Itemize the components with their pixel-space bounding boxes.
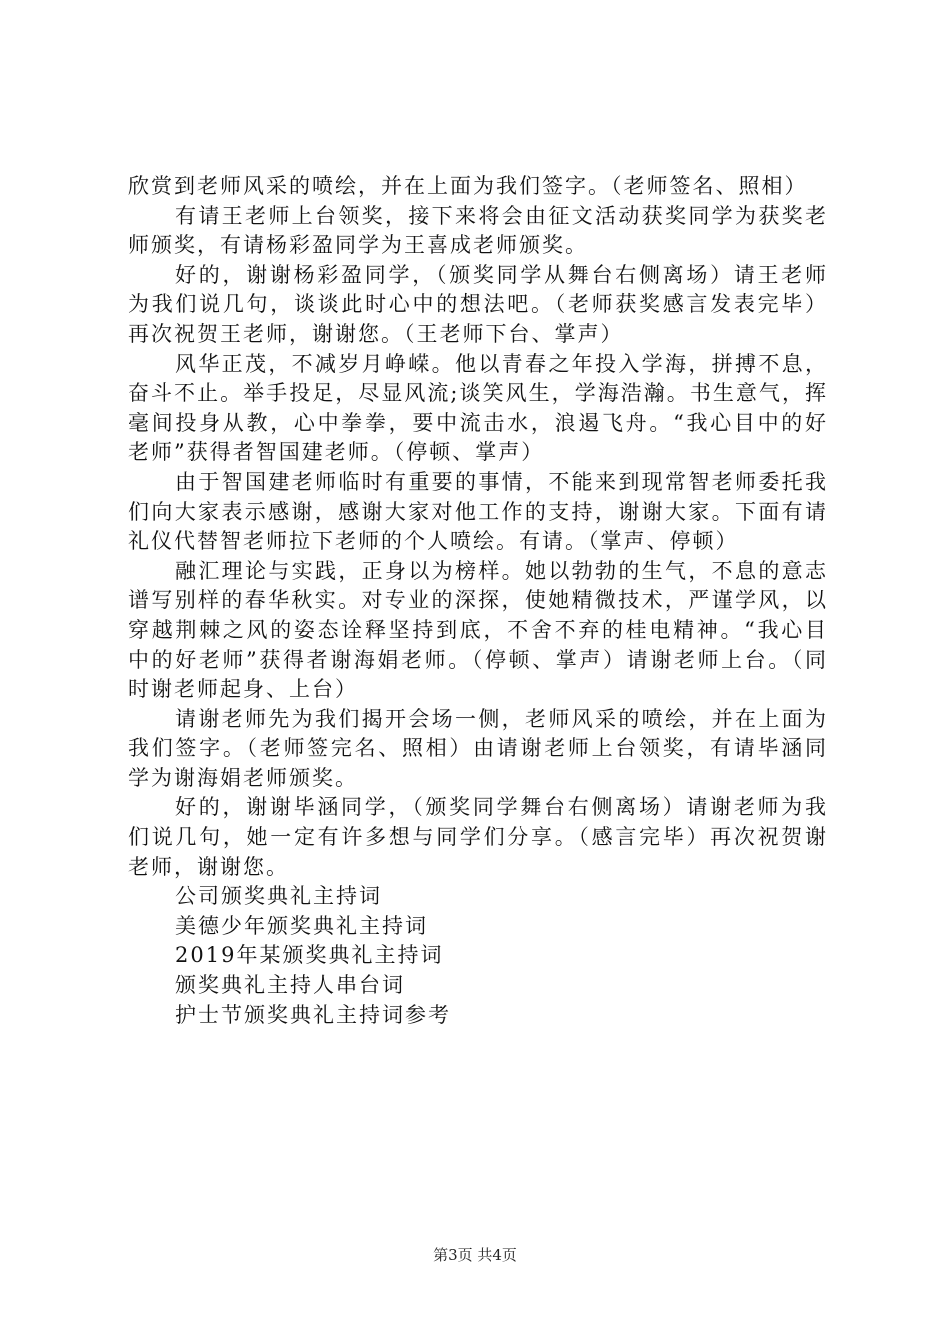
related-link-item[interactable]: 公司颁奖典礼主持词 (175, 884, 382, 909)
paragraph-6: 融汇理论与实践，正身以为榜样。她以勃勃的生气，不息的意志谱写别样的春华秋实。对专业的深探，使她精微技术，严谨学风，以穿越荆棘之风的姿态诠释坚持到底，不舍不弃的桂电精神。“我心目中的好老师”获得者谢海娟老师。（停顿、掌声）请谢老师上台。（同时谢老师起身、上台） (128, 558, 828, 702)
related-links-list (128, 882, 828, 1030)
paragraph-7: 请谢老师先为我们揭开会场一侧，老师风采的喷绘，并在上面为我们签字。（老师签完名、照相）由请谢老师上台领奖，有请毕涵同学为谢海娟老师颁奖。 (128, 706, 828, 790)
paragraph-8: 好的，谢谢毕涵同学，（颁奖同学舞台右侧离场）请谢老师为我们说几句，她一定有许多想与同学们分享。（感言完毕）再次祝贺谢老师，谢谢您。 (128, 795, 828, 879)
document-body (128, 172, 828, 1030)
paragraph-5: 由于智国建老师临时有重要的事情，不能来到现常智老师委托我们向大家表示感谢，感谢大家对他工作的支持，谢谢大家。下面有请礼仪代替智老师拉下老师的个人喷绘。有请。（掌声、停顿） (128, 469, 828, 554)
paragraph-1: 欣赏到老师风采的喷绘，并在上面为我们签字。（老师签名、照相） (128, 174, 808, 198)
related-link-item[interactable]: 颁奖典礼主持人串台词 (175, 973, 405, 998)
page-footer: 第3页 共4页 (433, 1246, 517, 1264)
paragraph-4: 风华正茂，不减岁月峥嵘。他以青春之年投入学海，拼搏不息，奋斗不止。举手投足，尽显风流;谈笑风生，学海浩瀚。书生意气，挥毫间投身从教，心中拳拳，要中流击水，浪遏飞舟。“我心目中的好老师”获得者智国建老师。（停顿、掌声） (128, 351, 828, 465)
paragraph-2: 有请王老师上台领奖，接下来将会由征文活动获奖同学为获奖老师颁奖，有请杨彩盈同学为王喜成老师颁奖。 (128, 203, 828, 258)
related-link-item[interactable]: 护士节颁奖典礼主持词参考 (175, 1002, 451, 1027)
related-link-item[interactable]: 2019年某颁奖典礼主持词 (175, 943, 444, 968)
related-link-item[interactable]: 美德少年颁奖典礼主持词 (175, 913, 428, 938)
paragraph-3: 好的，谢谢杨彩盈同学，（颁奖同学从舞台右侧离场）请王老师为我们说几句，谈谈此时心中的想法吧。（老师获奖感言发表完毕）再次祝贺王老师，谢谢您。（王老师下台、掌声） (128, 262, 828, 346)
